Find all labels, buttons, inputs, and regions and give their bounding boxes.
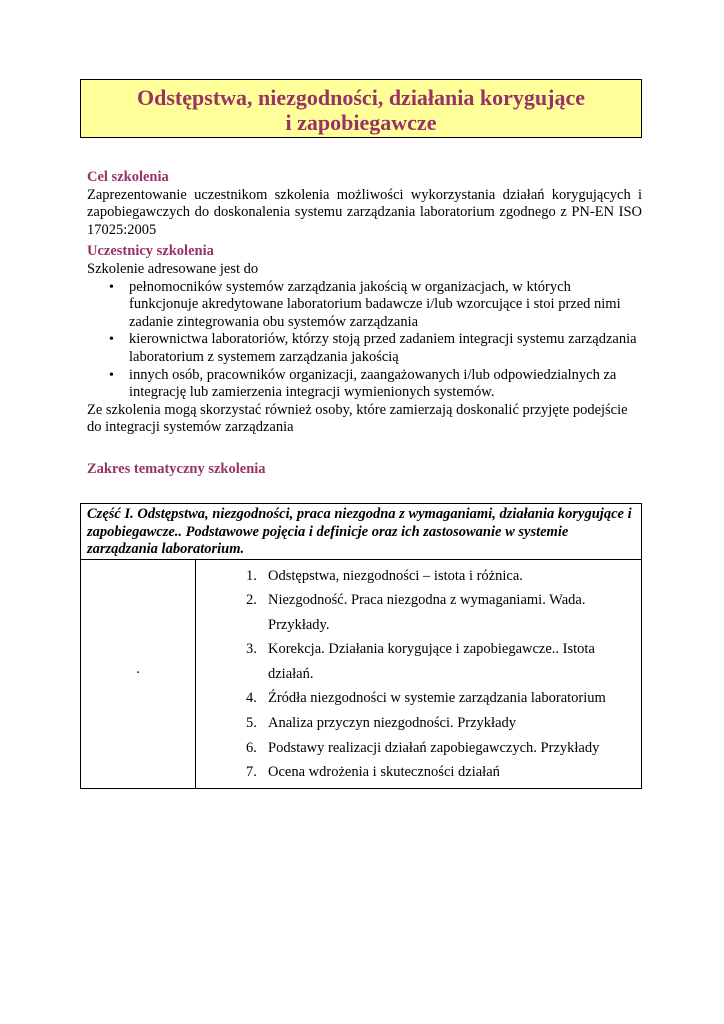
list-item: • pełnomocników systemów zarządzania jakością w organizacjach, w których funkcjonuje akredytowane laboratorium badawcze i/lub wzorcujące i stoi przed nimi zadanie zintegrowania obu systemów zarządzania bbox=[87, 279, 642, 332]
topics-list bbox=[196, 564, 641, 785]
uczestnicy-heading: Uczestnicy szkolenia bbox=[87, 243, 214, 260]
zakres-heading: Zakres tematyczny szkolenia bbox=[87, 461, 266, 477]
program-table bbox=[80, 503, 642, 789]
cel-text: Zaprezentowanie uczestnikom szkolenia możliwości wykorzystania działań korygujących i zapobiegawczych do doskonalenia systemu zarządzania laboratorium zgodnego z PN-EN ISO 17025:2005 bbox=[87, 186, 642, 238]
topics-cell bbox=[196, 559, 642, 789]
main-content bbox=[87, 169, 642, 437]
document-title bbox=[80, 79, 642, 138]
part-heading: Część I. Odstępstwa, niezgodności, praca niezgodna z wymaganiami, działania korygujące i zapobiegawcze.. Podstawowe pojęcia i definicje oraz ich zastosowanie w systemie zarządzania laboratorium. bbox=[81, 504, 642, 560]
table-row: 1. Odstępstwa, niezgodności – istota i różnica. bbox=[246, 567, 523, 584]
table-row: 3. Korekcja. Działania korygujące i zapobiegawcze.. Istota działań. bbox=[246, 641, 595, 682]
table-row: 6. Podstawy realizacji działań zapobiegawczych. Przykłady bbox=[246, 739, 600, 756]
table-row: 5. Analiza przyczyn niezgodności. Przykłady bbox=[246, 715, 517, 732]
uczestnicy-list bbox=[87, 279, 642, 402]
cel-heading: Cel szkolenia bbox=[87, 169, 169, 185]
table-row: 2. Niezgodność. Praca niezgodna z wymaganiami. Wada. Przykłady. bbox=[246, 592, 586, 633]
uczestnicy-outro: Ze szkolenia mogą skorzystać również osoby, które zamierzają doskonalić przyjęte podejście do integracji systemów zarządzania bbox=[87, 401, 628, 436]
table-row: 7. Ocena wdrożenia i skuteczności działań bbox=[246, 764, 500, 781]
title-line-2: i zapobiegawcze bbox=[285, 110, 437, 135]
left-cell: · bbox=[81, 559, 196, 789]
list-item: • innych osób, pracowników organizacji, zaangażowanych i/lub odpowiedzialnych za integrację lub zamierzenia integracji wymienionych systemów. bbox=[87, 367, 642, 402]
list-item: • kierownictwa laboratoriów, którzy stoją przed zadaniem integracji systemu zarządzania laboratorium z systemem zarządzania jakością bbox=[87, 331, 642, 366]
table-row: 4. Źródła niezgodności w systemie zarządzania laboratorium bbox=[246, 690, 606, 707]
title-line-1: Odstępstwa, niezgodności, działania korygujące bbox=[137, 85, 585, 110]
uczestnicy-intro: Szkolenie adresowane jest do bbox=[87, 260, 259, 277]
